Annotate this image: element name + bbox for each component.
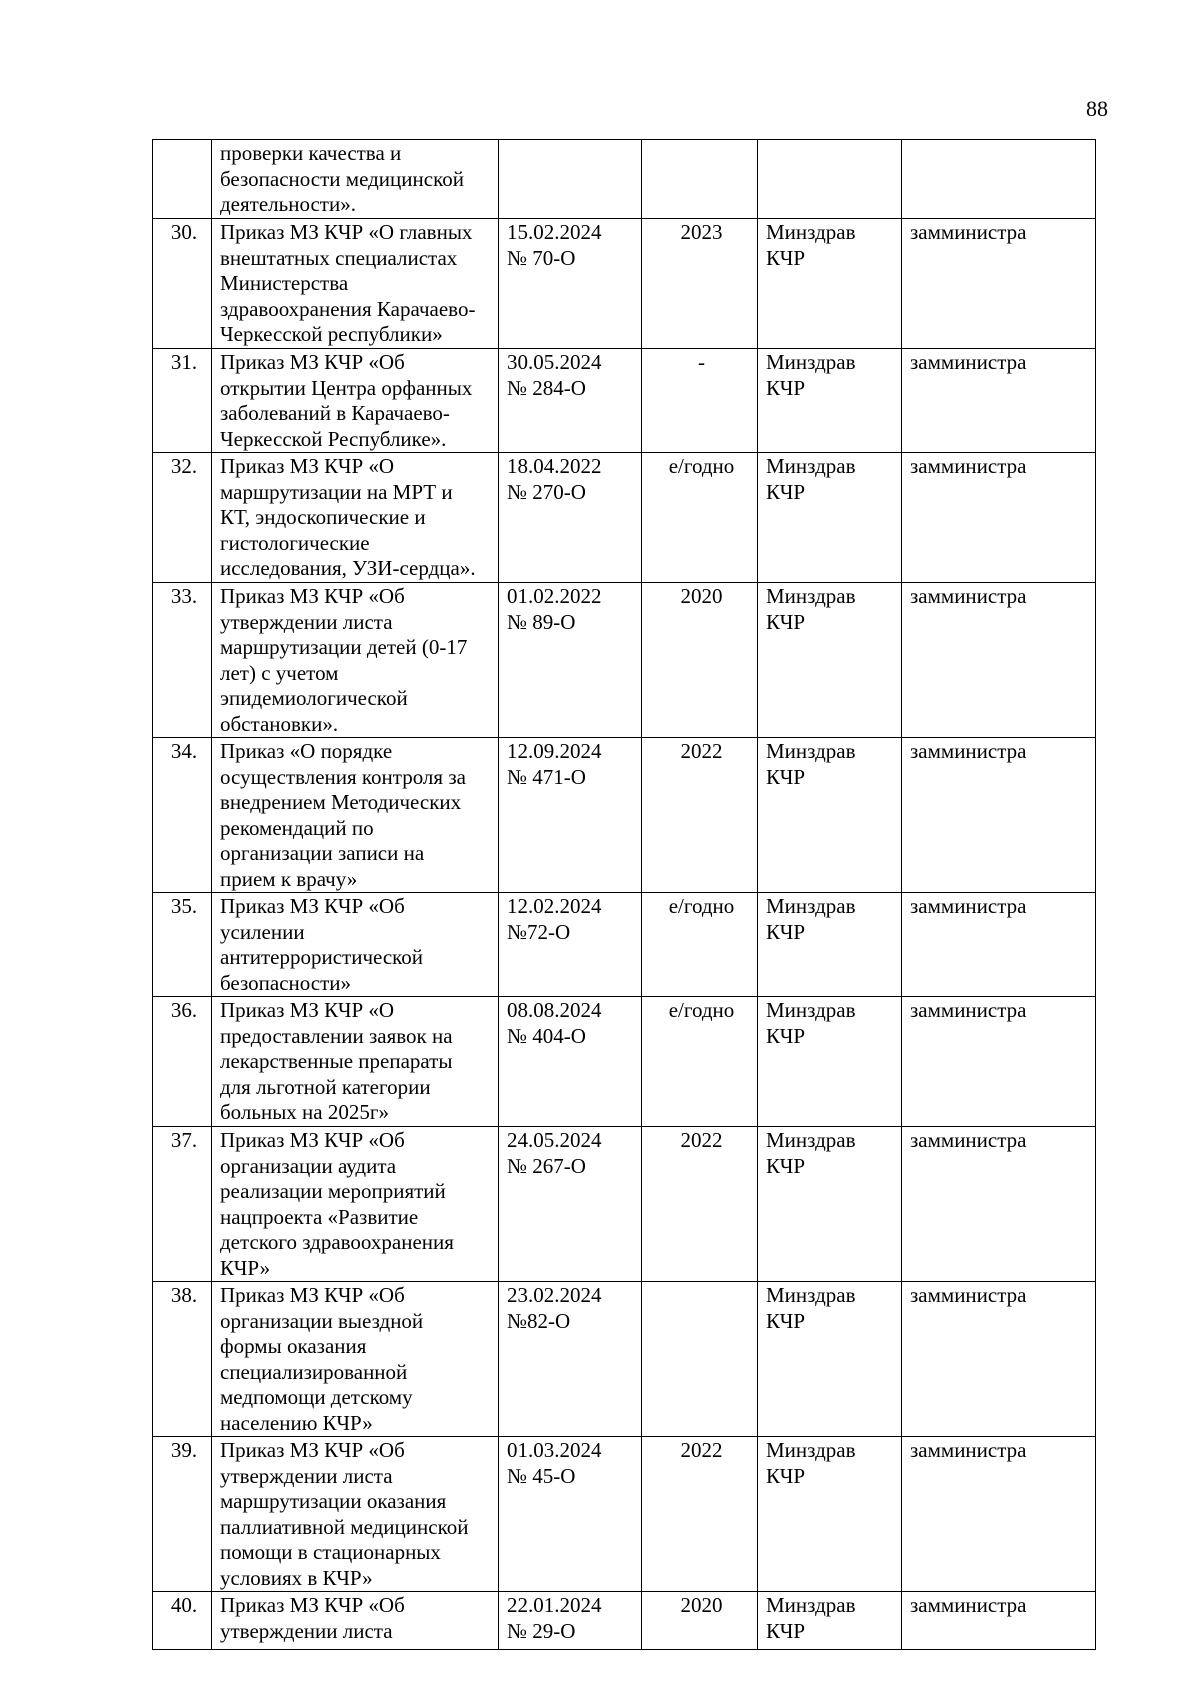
table-row — [153, 738, 1096, 893]
period-cell — [642, 219, 758, 349]
organization-cell — [758, 893, 902, 997]
responsible: замминистра — [910, 998, 1027, 1022]
responsible-cell — [902, 893, 1096, 997]
document-date-number-cell — [499, 1127, 642, 1282]
period-cell — [642, 140, 758, 219]
document-date-number-cell — [499, 219, 642, 349]
responsible-cell — [902, 1282, 1096, 1437]
row-number: 40. — [170, 1593, 198, 1617]
table-body — [153, 140, 1096, 1650]
organization-cell — [758, 1437, 902, 1592]
organization: Минздрав КЧР — [766, 1593, 856, 1643]
row-number: 32. — [170, 454, 198, 478]
row-number-cell — [153, 140, 212, 219]
row-number-cell — [153, 583, 212, 738]
organization-cell — [758, 453, 902, 583]
period-cell — [642, 349, 758, 453]
table-row — [153, 1437, 1096, 1592]
document-title: Приказ МЗ КЧР «Об утверждении листа маршрутизации оказания паллиативной медицинской помощи в стационарных условиях в КЧР» — [220, 1438, 469, 1590]
responsible-cell — [902, 738, 1096, 893]
document-date-number: 12.09.2024 № 471-О — [507, 739, 602, 789]
organization: Минздрав КЧР — [766, 1283, 856, 1333]
table-row — [153, 893, 1096, 997]
table-row — [153, 1127, 1096, 1282]
organization: Минздрав КЧР — [766, 998, 856, 1048]
period-cell — [642, 738, 758, 893]
responsible: замминистра — [910, 454, 1027, 478]
row-number: 35. — [170, 894, 198, 918]
document-date-number-cell — [499, 997, 642, 1127]
document-date-number-cell — [499, 1282, 642, 1437]
organization-cell — [758, 219, 902, 349]
document-date-number: 24.05.2024 № 267-О — [507, 1128, 602, 1178]
responsible: замминистра — [910, 739, 1027, 763]
responsible: замминистра — [910, 1283, 1027, 1307]
document-title-cell — [212, 1282, 499, 1437]
period: 2020 — [680, 584, 723, 608]
document-title-cell — [212, 219, 499, 349]
responsible-cell — [902, 1437, 1096, 1592]
period: е/годно — [668, 998, 735, 1022]
document-title: Приказ МЗ КЧР «Об утверждении листа маршрутизации детей (0-17 лет) с учетом эпидемиологической обстановки». — [220, 584, 468, 736]
responsible: замминистра — [910, 1128, 1027, 1152]
document-date-number: 23.02.2024 №82-О — [507, 1283, 602, 1333]
responsible-cell — [902, 1127, 1096, 1282]
responsible-cell — [902, 997, 1096, 1127]
document-title-cell — [212, 1592, 499, 1650]
table-row — [153, 997, 1096, 1127]
document-title: проверки качества и безопасности медицинской деятельности». — [220, 141, 464, 216]
document-title: Приказ МЗ КЧР «О маршрутизации на МРТ и КТ, эндоскопические и гистологические исследования, УЗИ-сердца». — [220, 454, 476, 580]
row-number-cell — [153, 1282, 212, 1437]
row-number-cell — [153, 349, 212, 453]
responsible-cell — [902, 1592, 1096, 1650]
document-date-number-cell — [499, 140, 642, 219]
document-date-number: 08.08.2024 № 404-О — [507, 998, 602, 1048]
period-cell — [642, 1127, 758, 1282]
period-cell — [642, 1282, 758, 1437]
organization-cell — [758, 140, 902, 219]
organization: Минздрав КЧР — [766, 584, 856, 634]
table-row — [153, 1592, 1096, 1650]
row-number: 30. — [170, 220, 198, 244]
document-title-cell — [212, 1127, 499, 1282]
table-row — [153, 583, 1096, 738]
organization: Минздрав КЧР — [766, 894, 856, 944]
row-number: 36. — [170, 998, 198, 1022]
document-date-number-cell — [499, 893, 642, 997]
period-cell — [642, 1437, 758, 1592]
responsible-cell — [902, 349, 1096, 453]
row-number-cell — [153, 219, 212, 349]
document-date-number: 15.02.2024 № 70-О — [507, 220, 602, 270]
responsible: замминистра — [910, 894, 1027, 918]
row-number: 34. — [170, 739, 198, 763]
document-date-number: 01.02.2022 № 89-О — [507, 584, 602, 634]
row-number-cell — [153, 738, 212, 893]
organization-cell — [758, 1592, 902, 1650]
document-title-cell — [212, 997, 499, 1127]
period: 2023 — [680, 220, 723, 244]
document-title: Приказ МЗ КЧР «Об организации выездной формы оказания специализированной медпомощи детскому населению КЧР» — [220, 1283, 424, 1435]
document-title-cell — [212, 893, 499, 997]
document-date-number: 22.01.2024 № 29-О — [507, 1593, 602, 1643]
document-table — [152, 139, 1096, 1650]
document-title: Приказ МЗ КЧР «Об организации аудита реализации мероприятий нацпроекта «Развитие детского здравоохранения КЧР» — [220, 1128, 454, 1280]
document-date-number: 12.02.2024 №72-О — [507, 894, 602, 944]
document-title: Приказ МЗ КЧР «Об утверждении листа — [220, 1593, 405, 1643]
row-number-cell — [153, 1127, 212, 1282]
period-cell — [642, 453, 758, 583]
document-title: Приказ «О порядке осуществления контроля за внедрением Методических рекомендаций по организации записи на прием к врачу» — [220, 739, 466, 891]
period: 2022 — [680, 1128, 723, 1152]
document-title-cell — [212, 583, 499, 738]
organization: Минздрав КЧР — [766, 220, 856, 270]
row-number-cell — [153, 453, 212, 583]
document-title-cell — [212, 1437, 499, 1592]
row-number: 33. — [170, 584, 198, 608]
period: е/годно — [668, 454, 735, 478]
organization: Минздрав КЧР — [766, 1128, 856, 1178]
organization-cell — [758, 583, 902, 738]
responsible: замминистра — [910, 220, 1027, 244]
table-row — [153, 453, 1096, 583]
period: е/годно — [668, 894, 735, 918]
page-number: 88 — [1086, 96, 1108, 121]
responsible: замминистра — [910, 1593, 1027, 1617]
document-title: Приказ МЗ КЧР «О главных внештатных специалистах Министерства здравоохранения Карачаево- Черкесской республики» — [220, 220, 476, 346]
period-cell — [642, 1592, 758, 1650]
organization: Минздрав КЧР — [766, 454, 856, 504]
table-row — [153, 140, 1096, 219]
organization: Минздрав КЧР — [766, 1438, 856, 1488]
document-date-number-cell — [499, 349, 642, 453]
responsible: замминистра — [910, 584, 1027, 608]
period: 2022 — [680, 739, 723, 763]
document-date-number-cell — [499, 738, 642, 893]
document-date-number-cell — [499, 583, 642, 738]
organization: Минздрав КЧР — [766, 350, 856, 400]
responsible-cell — [902, 140, 1096, 219]
document-title-cell — [212, 738, 499, 893]
row-number-cell — [153, 893, 212, 997]
period: 2022 — [680, 1438, 723, 1462]
table-row — [153, 1282, 1096, 1437]
document-title: Приказ МЗ КЧР «Об усилении антитеррористической безопасности» — [220, 894, 424, 995]
document-title: Приказ МЗ КЧР «О предоставлении заявок на лекарственные препараты для льготной категории больных на 2025г» — [220, 998, 453, 1124]
responsible: замминистра — [910, 350, 1027, 374]
document-date-number-cell — [499, 1437, 642, 1592]
document-title-cell — [212, 140, 499, 219]
period-cell — [642, 997, 758, 1127]
responsible-cell — [902, 219, 1096, 349]
document-date-number: 18.04.2022 № 270-О — [507, 454, 602, 504]
document-title: Приказ МЗ КЧР «Об открытии Центра орфанных заболеваний в Карачаево- Черкесской Республике». — [220, 350, 473, 451]
row-number-cell — [153, 997, 212, 1127]
period: 2020 — [680, 1593, 723, 1617]
document-date-number: 01.03.2024 № 45-О — [507, 1438, 602, 1488]
period-cell — [642, 893, 758, 997]
document-date-number: 30.05.2024 № 284-О — [507, 350, 602, 400]
row-number: 31. — [170, 350, 198, 374]
document-title-cell — [212, 453, 499, 583]
table-row — [153, 219, 1096, 349]
table-row — [153, 349, 1096, 453]
organization-cell — [758, 1127, 902, 1282]
row-number-cell — [153, 1592, 212, 1650]
row-number: 39. — [170, 1438, 198, 1462]
row-number: 38. — [170, 1283, 198, 1307]
organization-cell — [758, 997, 902, 1127]
document-date-number-cell — [499, 1592, 642, 1650]
organization-cell — [758, 738, 902, 893]
organization: Минздрав КЧР — [766, 739, 856, 789]
organization-cell — [758, 1282, 902, 1437]
period-cell — [642, 583, 758, 738]
document-title-cell — [212, 349, 499, 453]
responsible: замминистра — [910, 1438, 1027, 1462]
row-number-cell — [153, 1437, 212, 1592]
period: - — [698, 350, 705, 374]
row-number: 37. — [170, 1128, 198, 1152]
responsible-cell — [902, 453, 1096, 583]
responsible-cell — [902, 583, 1096, 738]
organization-cell — [758, 349, 902, 453]
document-date-number-cell — [499, 453, 642, 583]
